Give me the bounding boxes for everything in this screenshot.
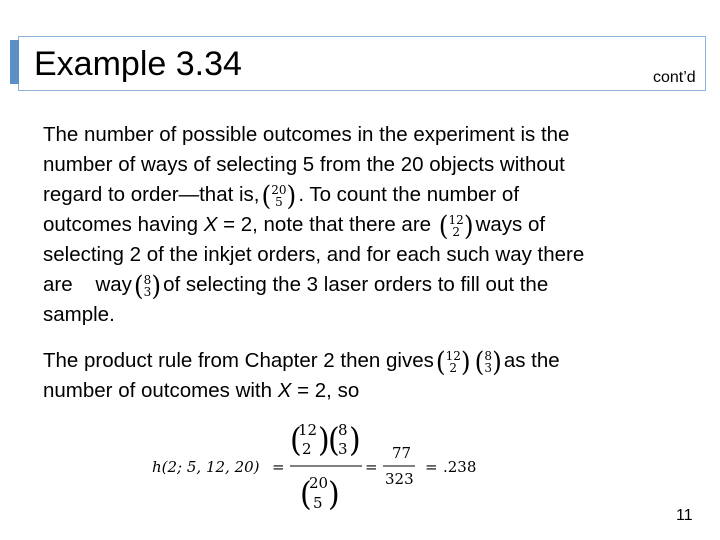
paren-left: (: [300, 475, 312, 514]
text-line: The number of possible outcomes in the experiment is the: [43, 123, 570, 146]
paren-right: ): [318, 421, 330, 460]
paren-left: (: [328, 421, 340, 460]
paren-right: ): [328, 475, 340, 514]
binomial-bottom: 3: [143, 284, 152, 299]
den-binom-top: 20: [309, 474, 329, 492]
binomial-bottom: 3: [484, 360, 493, 375]
binomial-12-2: ( 12 2 ): [435, 345, 471, 377]
text-line: outcomes having: [43, 213, 204, 236]
text-line: . To count the number of: [298, 183, 520, 206]
text-line: sample.: [43, 303, 115, 326]
text-line: = 2, so: [291, 379, 360, 402]
continued-label: cont’d: [653, 69, 696, 86]
text-line: = 2, note that there are: [217, 213, 432, 236]
binomial-12-2: ( 12 2 ): [438, 209, 474, 241]
binomial-top: 8: [484, 348, 493, 363]
binomial-top: 8: [143, 272, 152, 287]
binomial-bottom: 2: [452, 224, 460, 239]
page-number: 11: [676, 507, 693, 524]
paragraph-outcomes: [43, 120, 693, 330]
text-line: regard to order—that is,: [43, 183, 260, 206]
num-binom2-top: 8: [338, 421, 348, 439]
binomial-top: 12: [448, 212, 464, 227]
binomial-top: 20: [271, 182, 287, 197]
text-line: are: [43, 273, 73, 296]
variable-x: X: [277, 379, 292, 402]
text-line: way: [95, 273, 132, 296]
equation-lhs: h(2; 5, 12, 20): [152, 458, 260, 476]
text-line: selecting 2 of the inkjet orders, and for each such way there: [43, 243, 585, 266]
text-line: number of ways of selecting 5 from the 20 objects without: [43, 153, 565, 176]
equals-sign: =: [272, 458, 285, 476]
den-binom-bottom: 5: [313, 494, 323, 512]
text-line: of selecting the 3 laser orders to fill out the: [163, 273, 549, 296]
num-binom1-top: 12: [298, 421, 318, 439]
fraction-denominator: 323: [385, 470, 414, 488]
text-line: number of outcomes with: [43, 379, 278, 402]
binomial-8-3: ( 8 3 ): [474, 345, 502, 377]
text-line: as the: [503, 349, 560, 372]
binomial-bottom: 2: [449, 360, 458, 375]
paren-right: ): [349, 421, 361, 460]
binomial-bottom: 5: [275, 194, 283, 209]
paren-left: (: [290, 421, 302, 460]
variable-x: X: [203, 213, 218, 236]
hypergeometric-equation: [150, 416, 520, 516]
title-accent-bar: [10, 40, 19, 84]
num-binom2-bottom: 3: [338, 440, 348, 458]
num-binom1-bottom: 2: [302, 440, 312, 458]
text-line: ways of: [475, 213, 546, 236]
equation-result: .238: [443, 458, 477, 476]
binomial-8-3: ( 8 3 ): [133, 269, 162, 301]
fraction-numerator: 77: [392, 444, 412, 462]
slide-title: Example 3.34: [34, 45, 242, 83]
paragraph-product-rule: [43, 346, 693, 406]
equals-sign: =: [365, 458, 378, 476]
equals-sign: =: [425, 458, 438, 476]
binomial-top: 12: [445, 348, 461, 363]
text-line: The product rule from Chapter 2 then gives: [43, 349, 434, 372]
binomial-20-5: ( 20 5 ): [261, 179, 297, 211]
